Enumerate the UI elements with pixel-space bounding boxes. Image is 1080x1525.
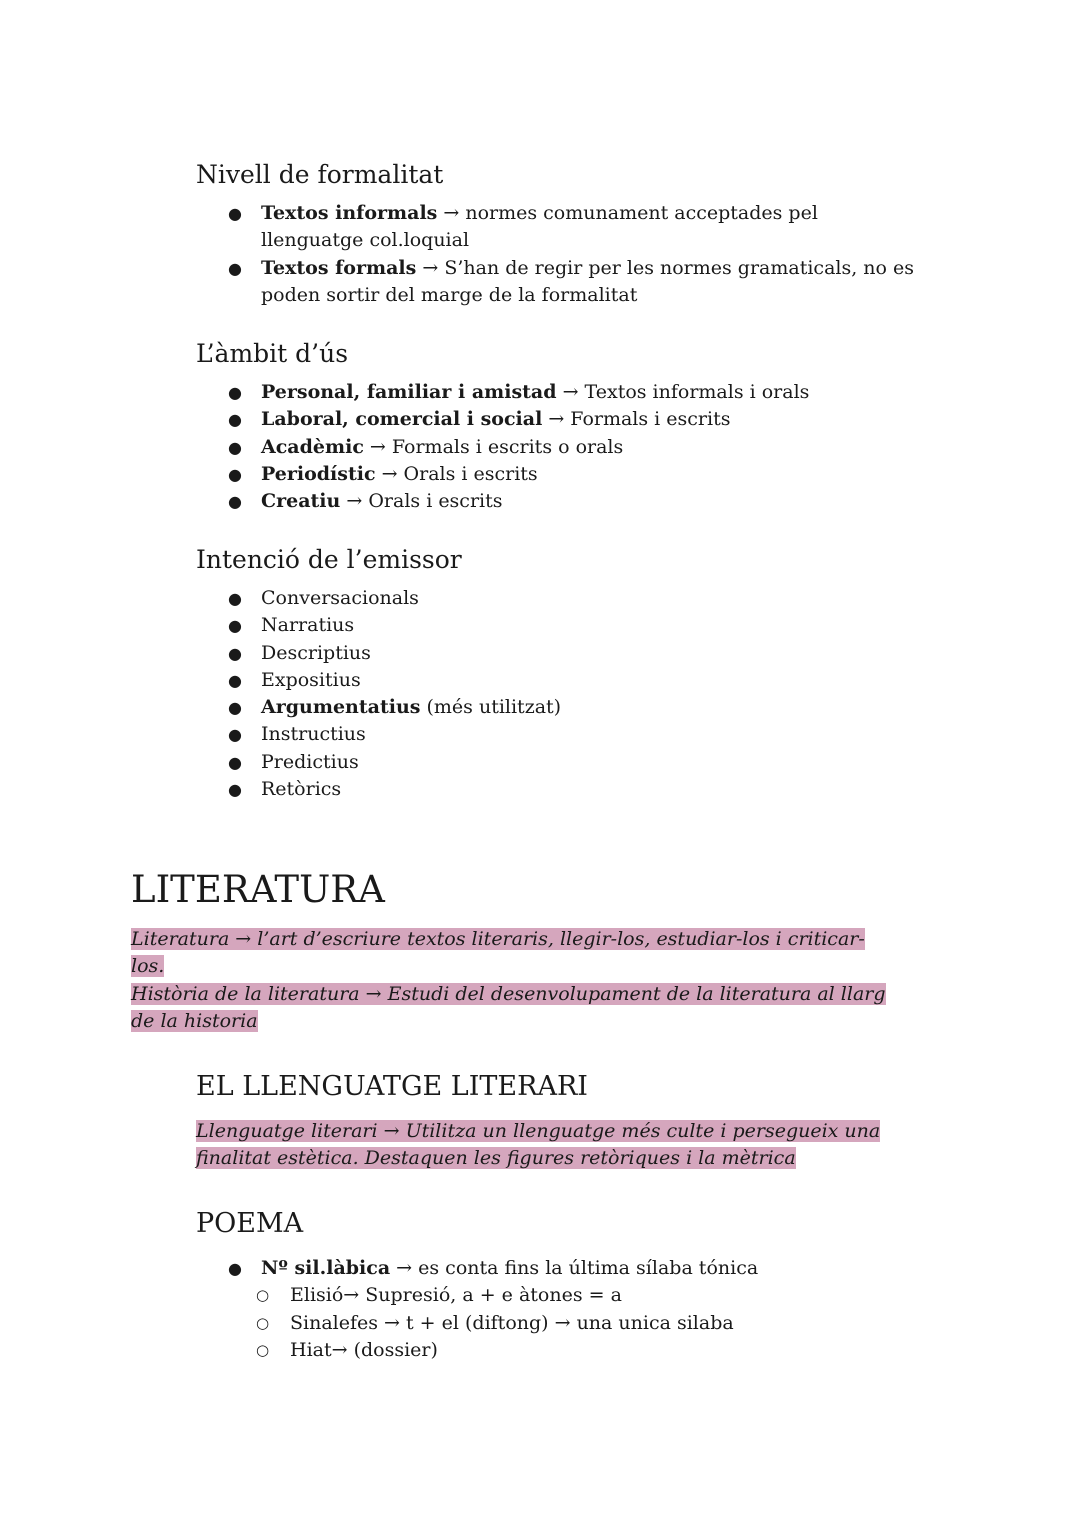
bullet-icon: ● [228, 752, 242, 772]
item-text: Narratius [261, 614, 355, 637]
highlighted-text: Llenguatge literari → Utilitza un llenguatge més culte i persegueix una finalitat estètica. Destaquen les figures retòriques i la mètrica [196, 1120, 881, 1170]
subitem-text: Hiat→ (dossier) [290, 1338, 438, 1361]
item-text: Expositius [261, 668, 361, 691]
item-text: Instructius [261, 723, 366, 746]
item-term: Argumentatius [261, 696, 421, 719]
list-formalitat [225, 200, 925, 309]
highlighted-text: Història de la literatura → Estudi del desenvolupament de la literatura al llarg de la historia [131, 983, 886, 1033]
item-text: → normes comunament acceptades pel llenguatge col.loquial [261, 202, 818, 252]
bullet-icon: ● [228, 780, 242, 800]
heading-poema: POEMA [196, 1208, 304, 1239]
item-term: Creatiu [261, 490, 341, 513]
bullet-icon: ● [228, 383, 242, 402]
bullet-icon: ● [228, 437, 242, 457]
bullet-icon: ● [228, 670, 242, 690]
item-term: Periodístic [261, 462, 376, 485]
definition-historia-literatura [131, 981, 891, 1036]
list-intencio [225, 585, 925, 803]
item-term: Acadèmic [261, 435, 364, 458]
list-item [225, 585, 925, 612]
item-term: Nº sil.làbica [261, 1257, 391, 1279]
list-item [225, 694, 925, 721]
sublist-item [225, 1337, 890, 1364]
bullet-icon: ● [228, 643, 242, 663]
item-text: Conversacionals [261, 587, 419, 609]
definition-literatura [131, 926, 891, 981]
list-item [225, 406, 925, 433]
list-ambit [225, 379, 925, 515]
highlighted-text: Literatura → l’art d’escriure textos literaris, llegir-los, estudiar-los i criticar-los. [131, 928, 865, 978]
item-text: → Textos informals i orals [556, 381, 810, 403]
bullet-icon: ● [228, 1259, 242, 1278]
heading-nivell-formalitat: Nivell de formalitat [196, 160, 444, 189]
list-poema [225, 1255, 925, 1364]
bullet-icon: ● [228, 258, 242, 278]
subitem-text: Sinalefes → t + el (diftong) → una unica silaba [290, 1311, 734, 1334]
heading-ambit-us: L’àmbit d’ús [196, 339, 349, 368]
list-item [225, 379, 925, 406]
item-term: Textos informals [261, 202, 438, 224]
item-text: Predictius [261, 750, 359, 773]
item-term: Personal, familiar i amistad [261, 381, 557, 403]
sublist-container [225, 1282, 889, 1364]
sublist-item [225, 1282, 890, 1309]
bullet-icon: ● [228, 410, 242, 430]
hollow-bullet-icon: ○ [256, 1340, 270, 1359]
list-item [225, 612, 925, 639]
subitem-text: Elisió→ Supresió, a + e àtones = a [290, 1284, 622, 1307]
list-item [225, 1255, 925, 1282]
item-text: → Orals i escrits [340, 490, 503, 513]
heading-intencio-emissor: Intenció de l’emissor [196, 545, 462, 574]
list-item [225, 749, 925, 776]
item-text: → Formals i escrits [542, 408, 731, 431]
item-text: Retòrics [261, 778, 342, 801]
sublist-item [225, 1310, 890, 1337]
bullet-icon: ● [228, 725, 242, 745]
list-item [225, 640, 925, 667]
hollow-bullet-icon: ○ [256, 1286, 270, 1305]
bullet-icon: ● [228, 616, 242, 636]
list-item [225, 461, 925, 488]
item-text: → Orals i escrits [375, 462, 538, 485]
list-item [225, 488, 925, 515]
item-text: → Formals i escrits o orals [363, 435, 624, 458]
list-item [225, 200, 925, 255]
item-term: Laboral, comercial i social [261, 408, 543, 431]
sublist-poema [225, 1282, 889, 1364]
list-item [225, 255, 925, 310]
item-text: → S’han de regir per les normes gramaticals, no es poden sortir del marge de la formalitat [261, 256, 915, 306]
item-text: (més utilitzat) [420, 696, 562, 719]
list-item [225, 667, 925, 694]
bullet-icon: ● [228, 204, 242, 223]
item-term: Textos formals [261, 256, 417, 279]
bullet-icon: ● [228, 589, 242, 608]
heading-llenguatge-literari: EL LLENGUATGE LITERARI [196, 1071, 588, 1102]
definition-llenguatge-literari [196, 1118, 916, 1173]
bullet-icon: ● [228, 698, 242, 718]
list-item [225, 434, 925, 461]
list-item [225, 776, 925, 803]
list-item [225, 721, 925, 748]
hollow-bullet-icon: ○ [256, 1313, 270, 1332]
bullet-icon: ● [228, 492, 242, 512]
item-text: → es conta fins la última sílaba tónica [390, 1257, 759, 1279]
heading-literatura: LITERATURA [131, 868, 385, 911]
item-text: Descriptius [261, 641, 371, 664]
bullet-icon: ● [228, 464, 242, 484]
